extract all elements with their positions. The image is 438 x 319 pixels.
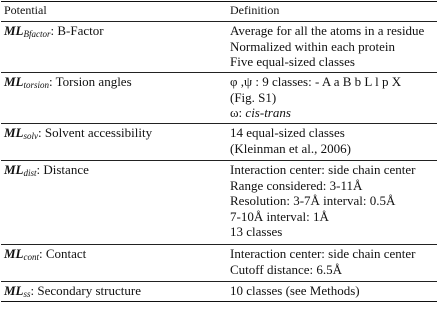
potential-contact: $ML_{cont}$: Contact xyxy=(4,246,87,262)
definition-line: Cutoff distance: 6.5Å xyxy=(230,261,343,277)
potential-solvent: $ML_{solv}$: Solvent accessibility xyxy=(4,125,153,141)
potential-distance: $ML_{dist}$: Distance xyxy=(4,162,89,178)
definition-distance xyxy=(230,162,416,240)
top-rule xyxy=(1,1,437,2)
definition-line: Range considered: 3-11Å xyxy=(230,177,363,193)
row-rule xyxy=(1,123,437,124)
row-rule xyxy=(1,244,437,245)
header-potential: Potential xyxy=(4,3,47,17)
definition-line: Interaction center: side chain center xyxy=(230,162,416,177)
definition-line: Five equal-sized classes xyxy=(230,54,355,69)
definition-line: (Fig. S1) xyxy=(230,89,277,105)
definition-contact xyxy=(230,246,416,277)
definition-solvent xyxy=(230,125,351,156)
bottom-rule xyxy=(1,301,437,302)
definition-line: (Kleinman et al., 2006) xyxy=(230,140,351,156)
row-rule xyxy=(1,281,437,282)
definition-secondary-structure xyxy=(230,283,360,299)
definition-line: 14 equal-sized classes xyxy=(230,125,345,140)
definition-line: Normalized within each protein xyxy=(230,38,395,54)
row-rule xyxy=(1,160,437,161)
definition-line: 10 classes (see Methods) xyxy=(230,283,360,298)
definition-line: φ ,ψ : 9 classes: - A a B b L l p X xyxy=(230,74,402,89)
definition-line: 13 classes xyxy=(230,224,283,239)
header-definition: Definition xyxy=(230,3,280,17)
definition-line: 7-10Å interval: 1Å xyxy=(230,208,329,224)
header-rule xyxy=(1,21,437,22)
definition-bfactor xyxy=(230,23,424,70)
definition-line: Average for all the atoms in a residue xyxy=(230,23,425,38)
definition-line: Resolution: 3-7Å interval: 0.5Å xyxy=(230,193,396,208)
potential-torsion: $ML_{torsion}$: Torsion angles xyxy=(4,74,132,90)
potential-secondary-structure: $ML_{ss}$: Secondary structure xyxy=(4,283,141,299)
definition-line: Interaction center: side chain center xyxy=(230,246,416,261)
row-rule xyxy=(1,72,437,73)
potential-bfactor: $ML_{Bfactor}$: B-Factor xyxy=(4,23,104,39)
definition-torsion xyxy=(230,74,401,121)
definition-line: ω: cis-trans xyxy=(230,105,291,120)
